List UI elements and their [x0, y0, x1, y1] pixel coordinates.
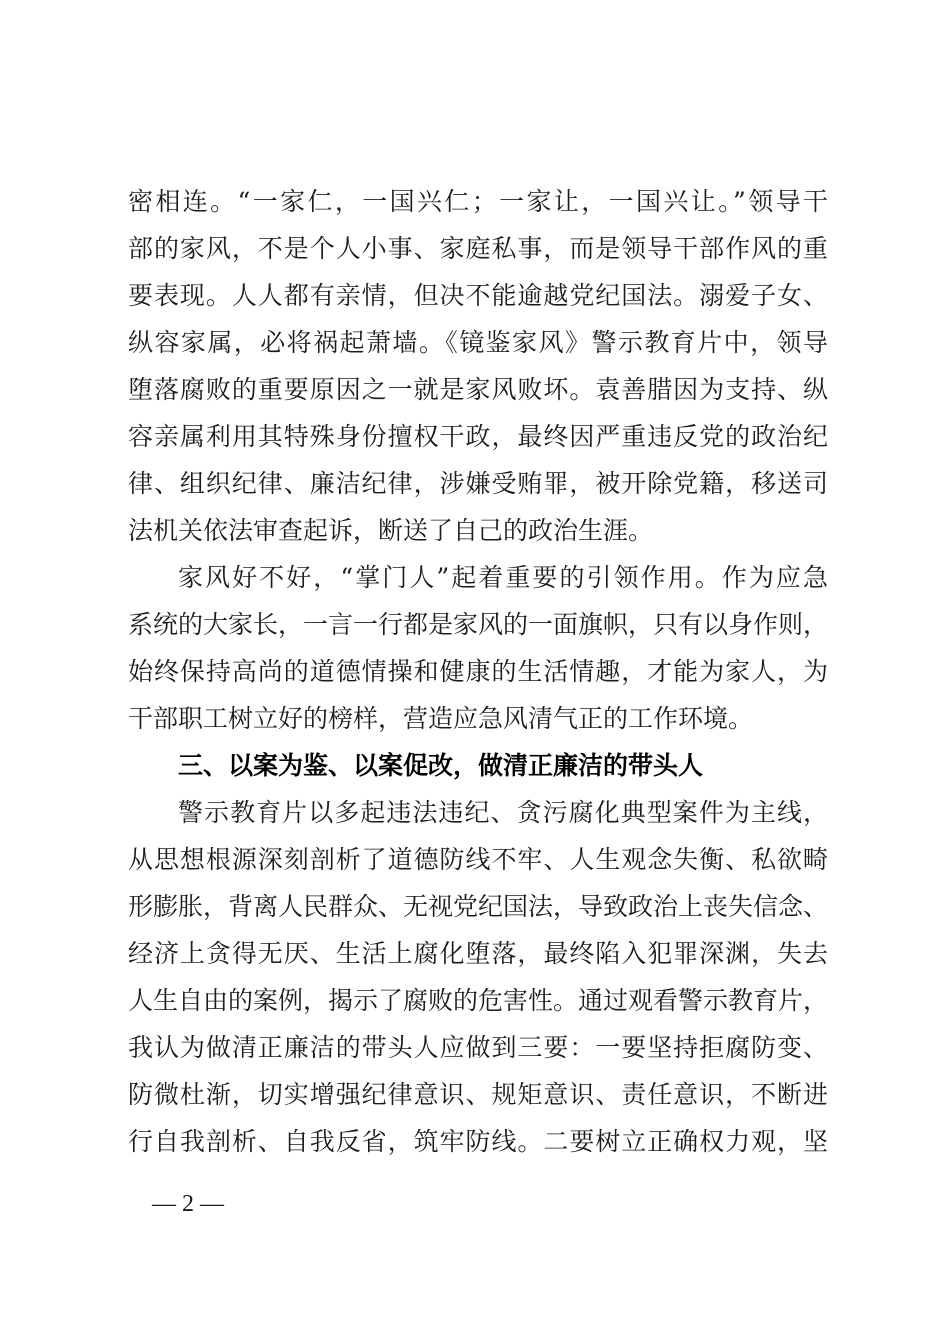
page-number: — 2 —: [152, 1191, 224, 1217]
paragraph-line: 人生自由的案例，揭示了腐败的危害性。通过观看警示教育片，: [128, 986, 829, 1015]
paragraph-line: 干部职工树立好的榜样，营造应急风清气正的工作环境。: [128, 704, 754, 733]
paragraph-line: 要表现。人人都有亲情，但决不能逾越党纪国法。溺爱子女、: [128, 281, 828, 310]
paragraph-line: 警示教育片以多起违法违纪、贪污腐化典型案件为主线，: [178, 798, 828, 827]
section-heading: 三、以案为鉴、以案促改，做清正廉洁的带头人: [178, 751, 704, 780]
paragraph-line: 家风好不好，“掌门人”起着重要的引领作用。作为应急: [178, 563, 828, 592]
paragraph-line: 容亲属利用其特殊身份擅权干政，最终因严重违反党的政治纪: [128, 422, 828, 451]
paragraph-line: 纵容家属，必将祸起萧墙。《镜鉴家风》警示教育片中，领导: [128, 328, 828, 357]
paragraph-line: 从思想根源深刻剖析了道德防线不牢、人生观念失衡、私欲畸: [128, 845, 828, 874]
paragraph-line: 部的家风，不是个人小事、家庭私事，而是领导干部作风的重: [128, 234, 828, 263]
paragraph-line: 堕落腐败的重要原因之一就是家风败坏。袁善腊因为支持、纵: [128, 375, 828, 404]
paragraph-line: 形膨胀，背离人民群众、无视党纪国法，导致政治上丧失信念、: [128, 892, 829, 921]
paragraph-line: 始终保持高尚的道德情操和健康的生活情趣，才能为家人，为: [128, 657, 828, 686]
paragraph-line: 密相连。“一家仁，一国兴仁；一家让，一国兴让。”领导干: [128, 187, 828, 216]
paragraph-line: 系统的大家长，一言一行都是家风的一面旗帜，只有以身作则，: [128, 610, 829, 639]
paragraph-line: 我认为做清正廉洁的带头人应做到三要：一要坚持拒腐防变、: [128, 1033, 828, 1062]
paragraph-line: 防微杜渐，切实增强纪律意识、规矩意识、责任意识，不断进: [128, 1080, 828, 1109]
paragraph-line: 经济上贪得无厌、生活上腐化堕落，最终陷入犯罪深渊，失去: [128, 939, 828, 968]
paragraph-line: 法机关依法审查起诉，断送了自己的政治生涯。: [128, 516, 654, 545]
paragraph-line: 行自我剖析、自我反省，筑牢防线。二要树立正确权力观，坚: [128, 1127, 828, 1156]
paragraph-line: 律、组织纪律、廉洁纪律，涉嫌受贿罪，被开除党籍，移送司: [128, 469, 828, 498]
